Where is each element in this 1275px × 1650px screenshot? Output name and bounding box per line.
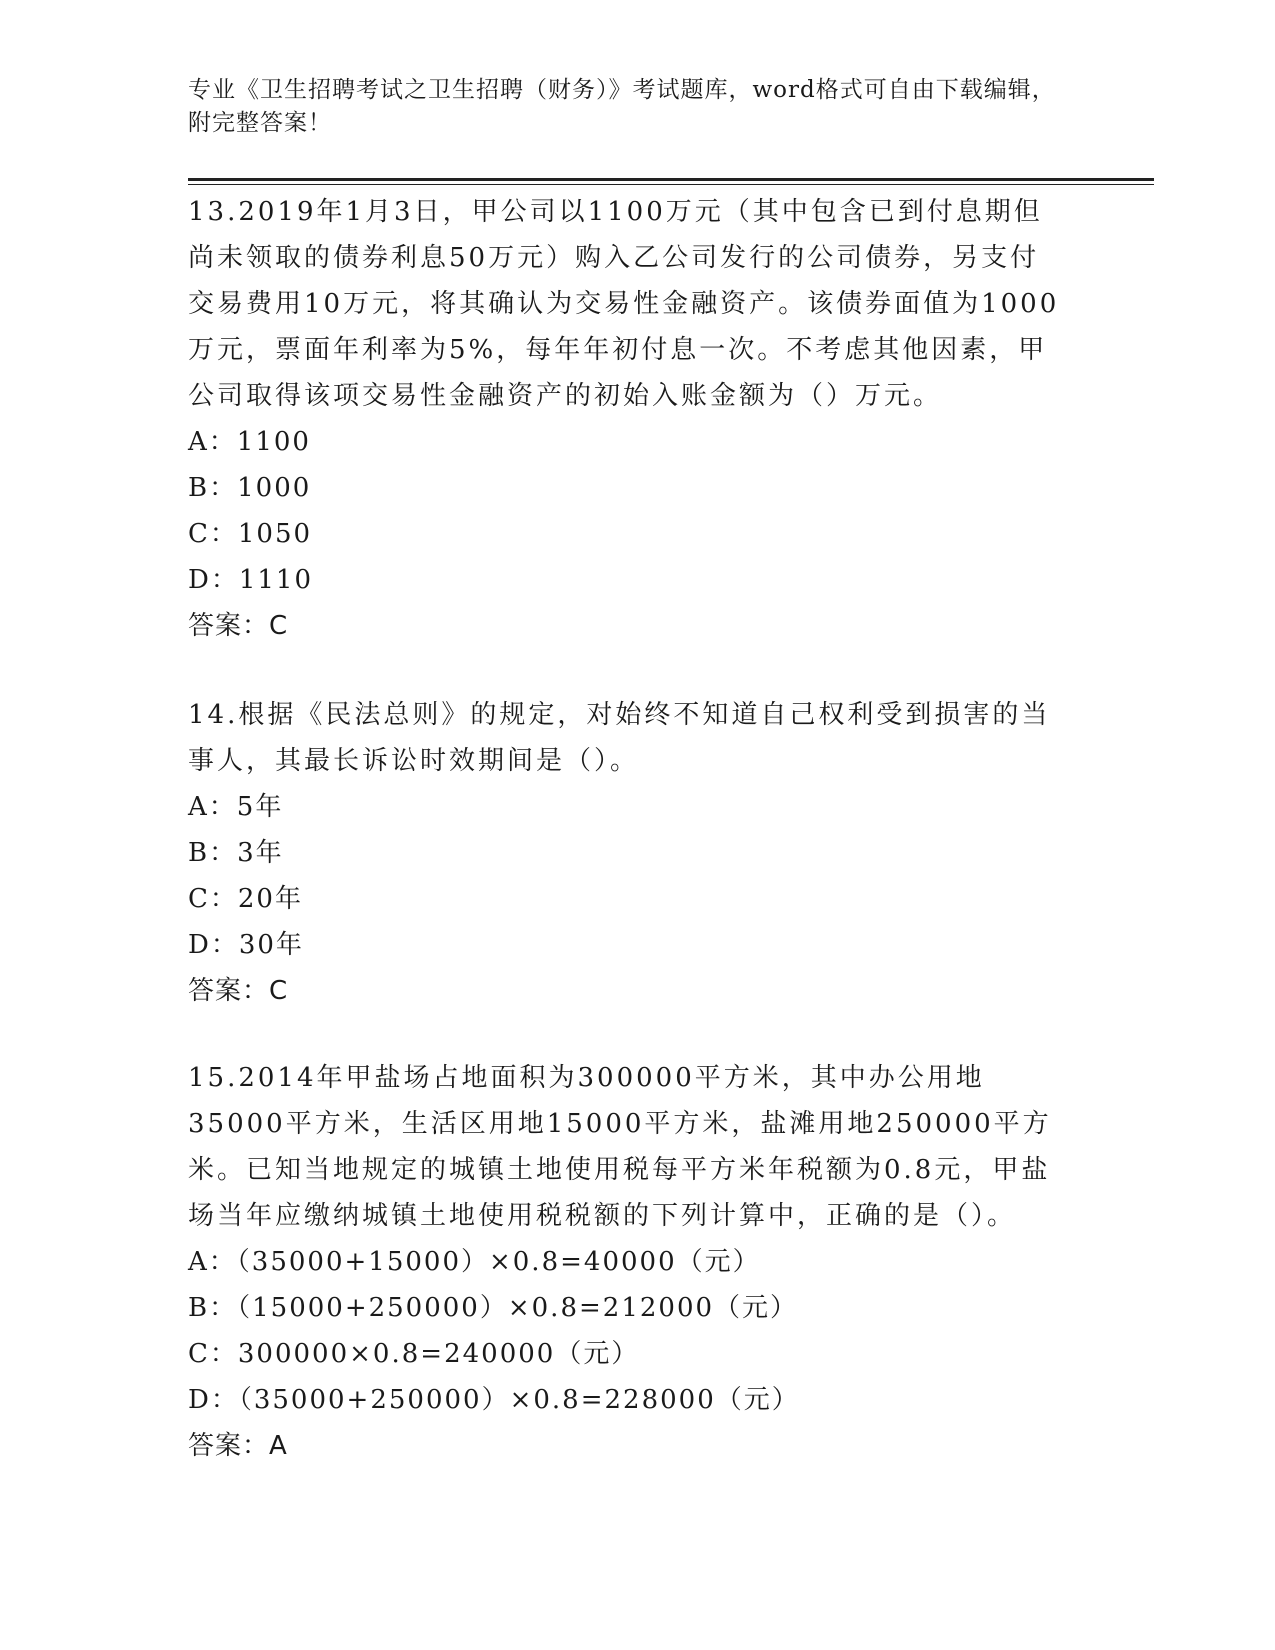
question-text: 14.根据《民法总则》的规定，对始终不知道自己权利受到损害的当事人，其最长诉讼时效期间是（）。 (188, 700, 1051, 776)
answer-line: 答案：A (188, 1431, 288, 1461)
option-b: B：1000 (188, 473, 312, 503)
option-a: A：1100 (188, 427, 311, 457)
option-c: C：300000×0.8=240000（元） (188, 1339, 640, 1369)
option-a: A：5年 (188, 792, 284, 822)
option-b: B：3年 (188, 838, 284, 868)
answer-line: 答案：C (188, 611, 289, 641)
question-14 (188, 692, 1068, 1014)
header-divider-thick (188, 178, 1154, 181)
option-d: D：1110 (188, 565, 314, 595)
question-text: 13.2019年1月3日，甲公司以1100万元（其中包含已到付息期但尚未领取的债券利息50万元）购入乙公司发行的公司债券，另支付交易费用10万元，将其确认为交易性金融资产。该债券面值为1000万元，票面年利率为5%，每年年初付息一次。不考虑其他因素，甲公司取得该项交易性金融资产的初始入账金额为（）万元。 (188, 197, 1060, 411)
option-a: A：（35000+15000）×0.8=40000（元） (188, 1247, 761, 1277)
question-15 (188, 1055, 1068, 1469)
option-b: B：（15000+250000）×0.8=212000（元） (188, 1293, 799, 1323)
option-c: C：1050 (188, 519, 313, 549)
document-header: 专业《卫生招聘考试之卫生招聘（财务）》考试题库，word格式可自由下载编辑，附完整答案！ (188, 77, 1056, 136)
option-d: D：（35000+250000）×0.8=228000（元） (188, 1385, 800, 1415)
option-d: D：30年 (188, 930, 304, 960)
question-text: 15.2014年甲盐场占地面积为300000平方米，其中办公用地35000平方米，生活区用地15000平方米，盐滩用地250000平方米。已知当地规定的城镇土地使用税每平方米年税额为0.8元，甲盐场当年应缴纳城镇土地使用税税额的下列计算中，正确的是（）。 (188, 1063, 1052, 1231)
answer-line: 答案：C (188, 976, 289, 1006)
header-divider-thin (188, 184, 1154, 185)
option-c: C：20年 (188, 884, 303, 914)
question-13 (188, 189, 1068, 649)
